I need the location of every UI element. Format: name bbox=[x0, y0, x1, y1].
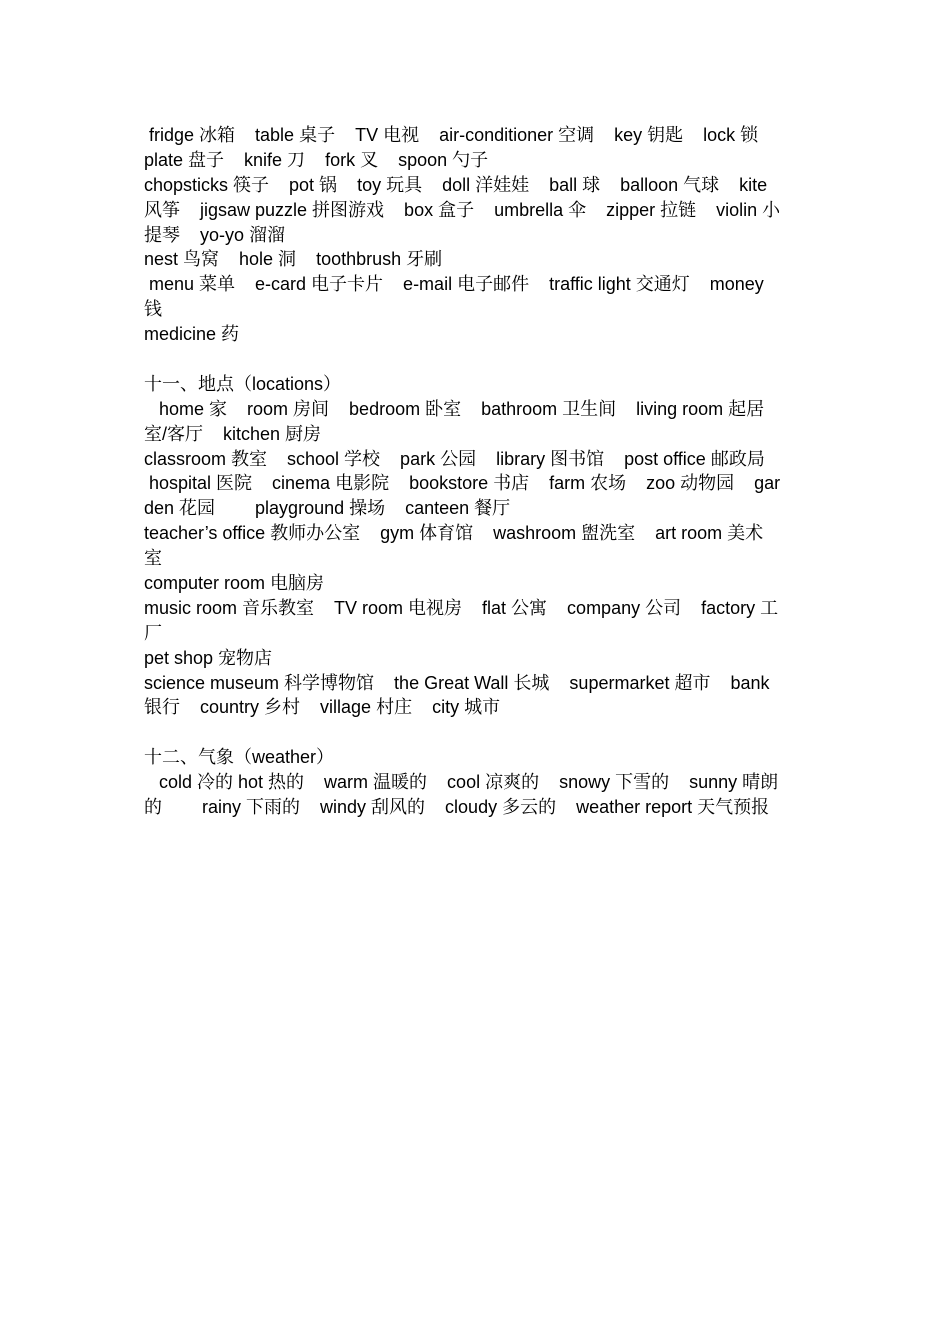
section-heading-locations: 十一、地点（locations） bbox=[144, 373, 342, 394]
section-heading-weather: 十二、气象（weather） bbox=[144, 747, 335, 768]
text-line: pet shop 宠物店 bbox=[144, 647, 273, 668]
document-page bbox=[144, 123, 808, 820]
text-line: music room 音乐教室 TV room 电视房 flat 公寓 company 公司 factory 工 bbox=[144, 597, 779, 618]
text-line: 提琴 yo-yo 溜溜 bbox=[144, 224, 286, 245]
text-line: cold 冷的 hot 热的 warm 温暖的 cool 凉爽的 snowy 下雪的 sunny 晴朗 bbox=[144, 772, 779, 793]
text-line: nest 鸟窝 hole 洞 toothbrush 牙刷 bbox=[144, 249, 443, 270]
text-line: chopsticks 筷子 pot 锅 toy 玩具 doll 洋娃娃 ball 球 balloon 气球 kite bbox=[144, 174, 768, 195]
blank-line bbox=[144, 720, 808, 745]
text-line: 钱 bbox=[144, 299, 162, 320]
text-line: menu 菜单 e-card 电子卡片 e-mail 电子邮件 traffic light 交通灯 money bbox=[144, 274, 764, 295]
text-line: teacher’s office 教师办公室 gym 体育馆 washroom 盥洗室 art room 美术 bbox=[144, 523, 764, 544]
text-line: 风筝 jigsaw puzzle 拼图游戏 box 盒子 umbrella 伞 zipper 拉链 violin 小 bbox=[144, 199, 781, 220]
text-line: fridge 冰箱 table 桌子 TV 电视 air-conditioner 空调 key 钥匙 lock 锁 bbox=[144, 125, 759, 145]
text-line: medicine 药 bbox=[144, 324, 240, 345]
text-line: computer room 电脑房 bbox=[144, 573, 325, 594]
text-line: hospital 医院 cinema 电影院 bookstore 书店 farm 农场 zoo 动物园 gar bbox=[144, 473, 781, 494]
text-line: classroom 教室 school 学校 park 公园 library 图书馆 post office 邮政局 bbox=[144, 448, 765, 469]
blank-line bbox=[144, 347, 808, 372]
text-line: 的 rainy 下雨的 windy 刮风的 cloudy 多云的 weather report 天气预报 bbox=[144, 797, 770, 818]
text-line: home 家 room 房间 bedroom 卧室 bathroom 卫生间 living room 起居 bbox=[144, 398, 765, 419]
text-line: 室/客厅 kitchen 厨房 bbox=[144, 423, 322, 444]
text-line: 厂 bbox=[144, 622, 162, 643]
text-line: 银行 country 乡村 village 村庄 city 城市 bbox=[144, 697, 501, 718]
text-line: 室 bbox=[144, 548, 162, 569]
text-line: plate 盘子 knife 刀 fork 叉 spoon 勺子 bbox=[144, 149, 489, 170]
text-line: science museum 科学博物馆 the Great Wall 长城 supermarket 超市 bank bbox=[144, 672, 770, 693]
text-line: den 花园 playground 操场 canteen 餐厅 bbox=[144, 498, 511, 519]
